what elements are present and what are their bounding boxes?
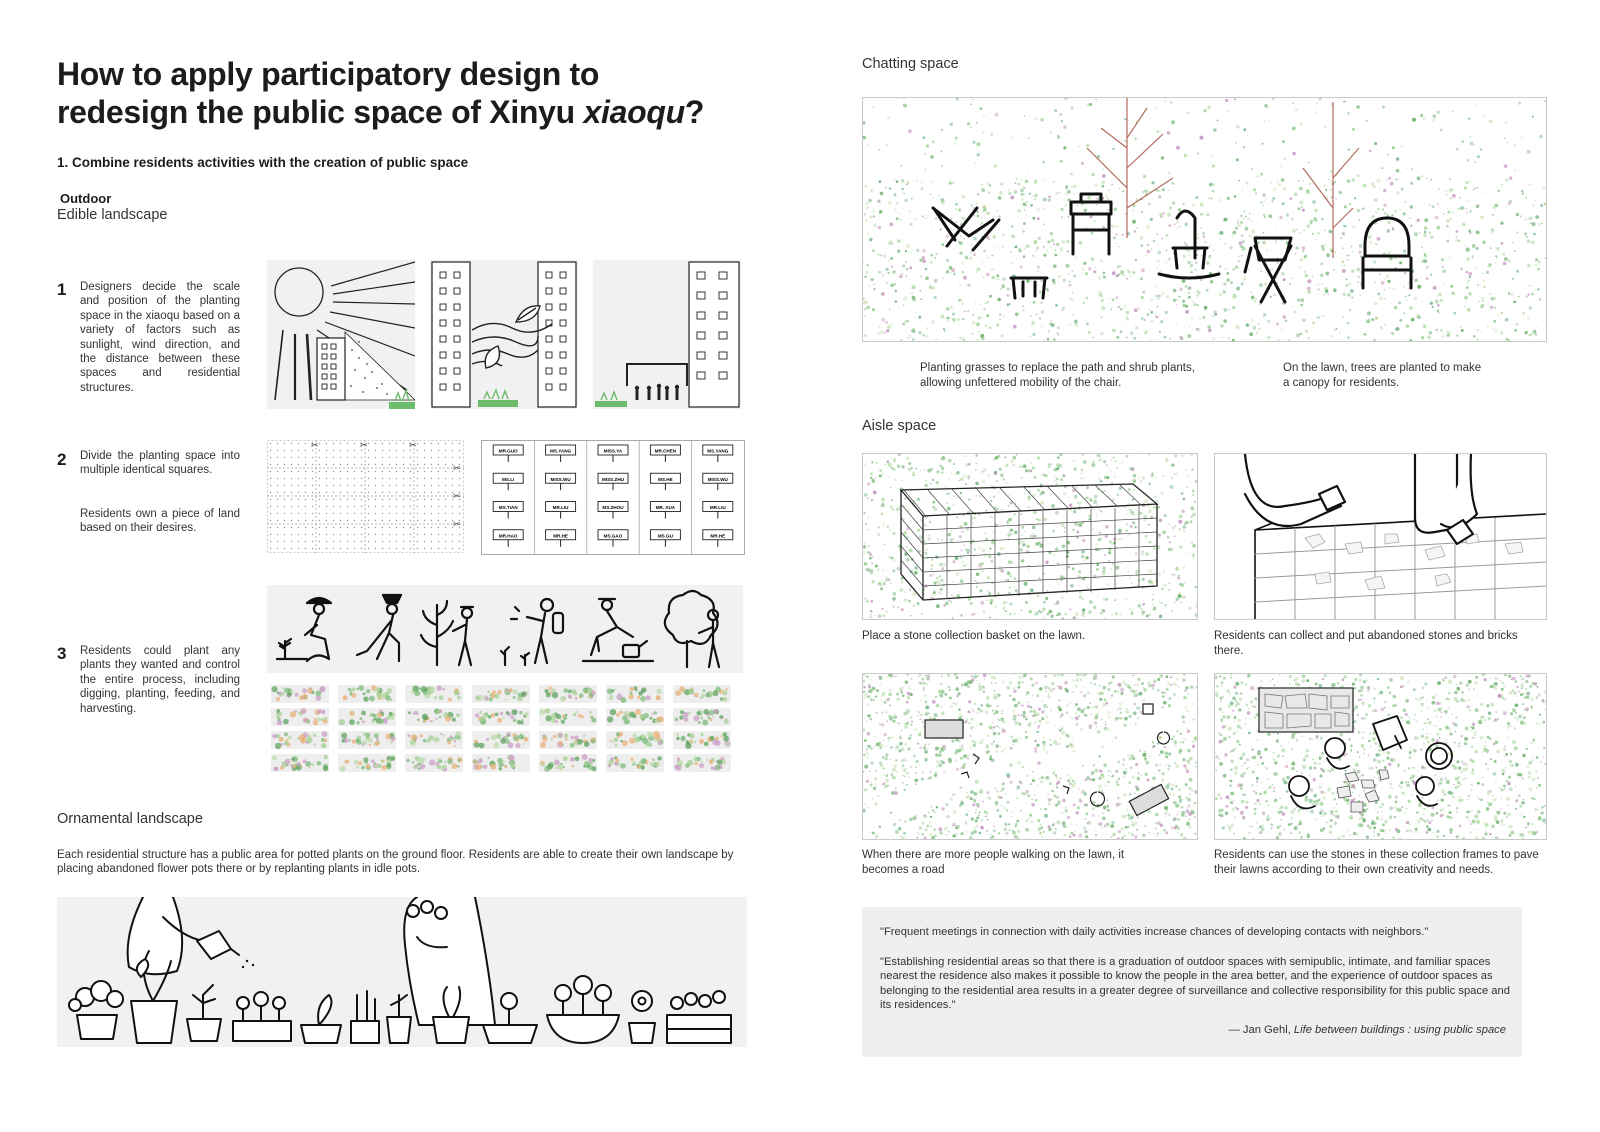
plot-owner-name: MR.HAO <box>498 533 518 539</box>
svg-text:✂: ✂ <box>453 520 461 530</box>
figure-watering-icon <box>583 599 653 661</box>
planted-plots-grid <box>267 683 743 775</box>
distance-illustration <box>593 260 741 409</box>
plot-sign <box>546 473 576 490</box>
plot-sign <box>650 473 680 490</box>
plot-sign <box>493 445 523 462</box>
plot-sign <box>546 502 576 519</box>
plot-sign <box>493 473 523 490</box>
plot-sign <box>598 502 628 519</box>
plot-owner-name: MS.YANG <box>550 448 572 454</box>
wooden-chair-icon <box>1071 194 1111 254</box>
plot-sign <box>650 502 680 519</box>
svg-text:✂: ✂ <box>453 464 461 474</box>
ornamental-text: Each residential structure has a public area for potted plants on the ground floor. Residents are able to create their own landscape by placing abandoned flower pots there or by replanting plants in idle pots. <box>57 849 734 876</box>
gardening-figures-panel <box>267 585 743 673</box>
svg-text:✂: ✂ <box>311 441 319 451</box>
plot-sign <box>493 502 523 519</box>
aisle-caption-3: When there are more people walking on the lawn, it becomes a road <box>862 849 1125 876</box>
plot-sign <box>598 445 628 462</box>
plot-owner-name: MS.TIAN <box>498 505 518 510</box>
lawn-road-illustration <box>862 673 1198 840</box>
plot-owner-name: MR.HE <box>710 533 726 539</box>
plot-sign <box>650 445 680 462</box>
plot-owner-name: MISS.YA <box>603 448 623 454</box>
plot-division-grid <box>267 440 464 553</box>
rocking-chair-icon <box>1159 211 1219 278</box>
step-3-text: Residents could plant any plants they wanted and control the entire process, including digging, planting, feeding, and harvesting. <box>80 645 240 715</box>
svg-text:✂: ✂ <box>409 441 417 451</box>
plot-owner-name: MISS.WU <box>550 476 571 482</box>
step-1-number: 1 <box>57 280 67 299</box>
plot-owner-name: MR.LIU <box>552 505 569 510</box>
plot-sign <box>598 530 628 547</box>
chat-caption-1: Planting grasses to replace the path and shrub plants, allowing unfettered mobility of the chair. <box>920 362 1195 389</box>
aisle-caption-2: Residents can collect and put abandoned stones and bricks there. <box>1214 630 1518 657</box>
plot-owner-name: MR. XUA <box>655 505 676 510</box>
stone-basket-illustration <box>862 453 1198 620</box>
plot-owner-name: MS.ZHOU <box>602 505 624 510</box>
step-1-text: Designers decide the scale and position of the planting space in the xiaoqu based on a variety of factors such as sunlight, wind direction, and the distance between these spaces and residential structures. <box>80 281 240 394</box>
plot-owner-name: MS.GAO <box>603 533 623 539</box>
step-2-text: Divide the planting space into multiple identical squares. <box>80 450 240 477</box>
figure-harvesting-icon <box>421 601 473 665</box>
chatting-space-illustration <box>862 97 1547 342</box>
section-subtitle: 1. Combine residents activities with the creation of public space <box>57 155 469 170</box>
quote-box <box>862 907 1522 1057</box>
quote-2: "Establishing residential areas so that there is a graduation of outdoor spaces with semipublic, intimate, and familiar spaces nearest the residence also makes it possible to know the people in the area better, and the experience of outdoor spaces as belonging to the residential area results in a greater degree of surveillance and collective responsibility for this public space and its residences." <box>880 956 1510 1012</box>
figure-tree-icon <box>665 591 719 667</box>
paving-illustration <box>1214 673 1547 840</box>
svg-text:✂: ✂ <box>453 492 461 502</box>
bench-icon <box>925 720 963 738</box>
plot-owner-name: MR.LIU <box>709 505 726 510</box>
collecting-stones-illustration <box>1214 453 1547 620</box>
plot-sign <box>650 530 680 547</box>
figure-spraying-icon <box>501 599 563 665</box>
plot-owner-name: MR.GUO <box>498 448 518 454</box>
plot-owner-name: MS.HE <box>658 476 673 482</box>
plot-owner-name: MISS.WU <box>707 476 728 482</box>
quote-attribution: — Jan Gehl, Life between buildings : using public space <box>1228 1024 1506 1036</box>
chat-caption-2: On the lawn, trees are planted to make a canopy for residents. <box>1283 362 1482 389</box>
svg-text:✂: ✂ <box>360 441 368 451</box>
wind-illustration <box>430 260 578 409</box>
person-left-icon <box>128 897 183 974</box>
sunlight-illustration <box>267 260 415 409</box>
plot-sign <box>703 445 733 462</box>
plot-owner-name: MS.YANG <box>707 448 729 454</box>
plot-sign <box>493 530 523 547</box>
plot-sign <box>546 445 576 462</box>
aisle-caption-4: Residents can use the stones in these collection frames to pave their lawns according to their own creativity and needs. <box>1214 849 1539 876</box>
plot-sign <box>703 502 733 519</box>
potted-plants-illustration <box>57 897 747 1047</box>
plot-owner-name: MR.CHEN <box>654 448 677 454</box>
aisle-caption-1: Place a stone collection basket on the lawn. <box>862 630 1086 642</box>
figure-digging-icon <box>357 595 401 661</box>
plot-sign <box>546 530 576 547</box>
quote-1: "Frequent meetings in connection with daily activities increase chances of developing contacts with neighbors." <box>880 926 1429 938</box>
plot-sign <box>703 473 733 490</box>
page-title: How to apply participatory design to redesign the public space of Xinyu xiaoqu? <box>57 56 705 130</box>
step-2-text-2: Residents own a piece of land based on their desires. <box>80 508 240 535</box>
ornamental-landscape-label: Ornamental landscape <box>57 811 203 827</box>
plot-owner-name: MS.GU <box>657 533 673 539</box>
named-plots-svg <box>482 441 744 554</box>
step-3-number: 3 <box>57 644 67 663</box>
chatting-space-label: Chatting space <box>862 56 959 72</box>
outdoor-label: Outdoor <box>60 191 112 206</box>
plot-owner-name: MR.HE <box>553 533 569 539</box>
plot-sign <box>703 530 733 547</box>
step-2-number: 2 <box>57 450 67 469</box>
figure-planting-icon <box>277 598 331 661</box>
person-right-icon <box>404 897 495 1025</box>
edible-landscape-label: Edible landscape <box>57 207 168 223</box>
aisle-space-label: Aisle space <box>862 418 937 434</box>
named-plots-grid <box>481 440 745 555</box>
plot-owner-name: MISS.ZHU <box>602 476 624 482</box>
plot-owner-name: MS.LI <box>502 476 515 482</box>
plot-sign <box>598 473 628 490</box>
person-icon <box>1325 738 1345 758</box>
